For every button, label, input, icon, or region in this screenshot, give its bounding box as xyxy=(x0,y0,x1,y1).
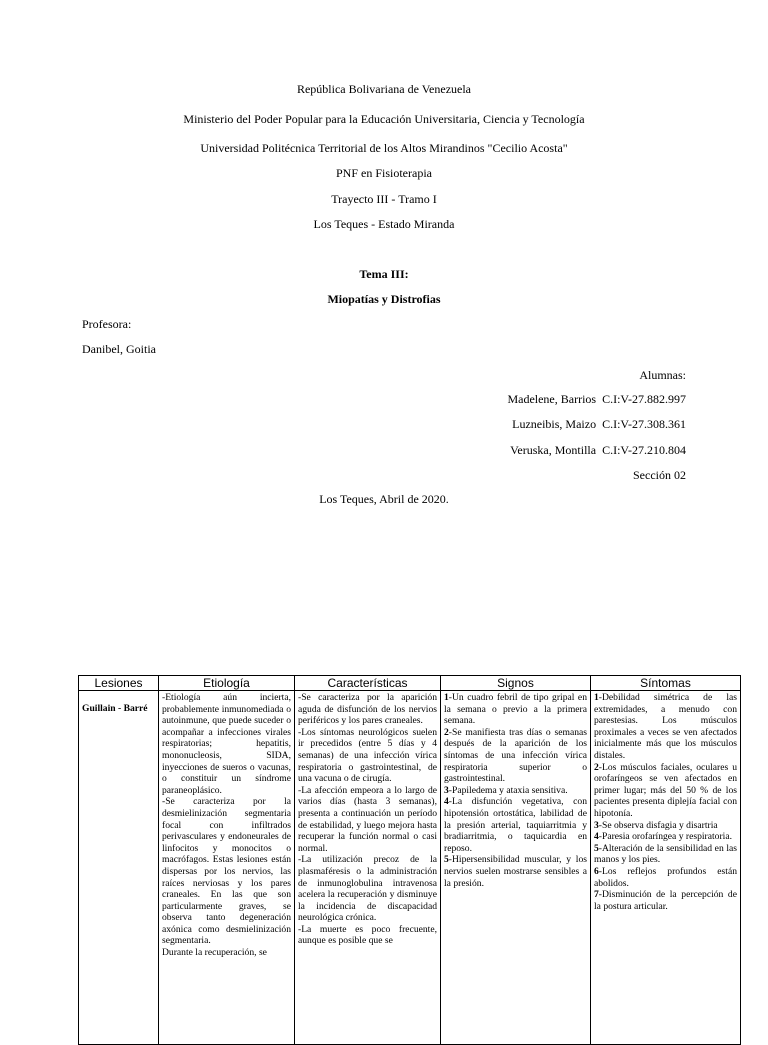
header-sintomas: Síntomas xyxy=(591,676,741,691)
student-entry xyxy=(512,417,686,431)
signo-number: 5 xyxy=(444,854,449,866)
program-line: PNF en Fisioterapia xyxy=(336,166,432,180)
sintoma-number: 2 xyxy=(594,761,599,773)
republic-line: República Bolivariana de Venezuela xyxy=(296,82,472,96)
signo-number: 3 xyxy=(444,784,449,796)
table-row xyxy=(79,691,741,1045)
header-lesiones: Lesiones xyxy=(79,676,159,691)
sintomas-cell xyxy=(591,691,741,1045)
signo-item xyxy=(444,854,587,889)
student-name: Veruska, Montilla xyxy=(510,443,597,457)
etiologia-cell xyxy=(159,691,295,1045)
etiologia-paragraph: Durante la recuperación, se xyxy=(162,947,267,959)
signo-number: 2 xyxy=(444,726,449,738)
student-ci: C.I:V-27.882.997 xyxy=(602,392,686,406)
sintoma-item xyxy=(594,889,737,912)
header-signos: Signos xyxy=(441,676,591,691)
lesion-cell: Guillain - Barré xyxy=(79,691,159,1045)
student-name: Luzneibis, Maizo xyxy=(512,417,597,431)
section-label: Sección 02 xyxy=(633,468,686,482)
header-caracteristicas: Características xyxy=(295,676,441,691)
signos-cell xyxy=(441,691,591,1045)
sintoma-text: -Paresia orofaríngea y respiratoria. xyxy=(598,831,732,843)
signo-item xyxy=(444,785,587,797)
sintoma-number: 6 xyxy=(594,865,599,877)
signo-text: -Un cuadro febril de tipo gripal en la semana o previo a la primera semana. xyxy=(444,692,587,727)
sintoma-number: 4 xyxy=(594,831,599,843)
sintoma-item xyxy=(594,820,737,832)
date-line: Los Teques, Abril de 2020. xyxy=(319,492,449,506)
student-entry xyxy=(510,443,686,457)
sintoma-number: 5 xyxy=(594,842,599,854)
professor-label: Profesora: xyxy=(82,317,132,331)
etiologia-paragraph: -Se caracteriza por la desmielinización segmentaria focal con infiltrados perivasculares y endoneurales de linfocitos y monocitos o macrófagos. Estas lesiones están dispersas por los nervios, las raíces nerviosas y los pares craneales. En las que son particularmente graves, se observa tanto degeneración axónica como desmielinización segmentaria. xyxy=(162,796,291,947)
sintoma-item xyxy=(594,762,737,820)
signo-text: -Se manifiesta tras días o semanas después de la aparición de los síntomas de una infección vírica respiratoria superior o gastrointestinal. xyxy=(444,726,587,785)
lesions-table xyxy=(78,675,741,1045)
location-line: Los Teques - Estado Miranda xyxy=(313,217,455,231)
caracteristicas-paragraph: -La muerte es poco frecuente, aunque es posible que se xyxy=(298,923,437,947)
sintoma-number: 1 xyxy=(594,692,599,703)
university-line: Universidad Politécnica Territorial de los Altos Mirandinos "Cecilio Acosta" xyxy=(200,141,568,155)
sintoma-text: -Alteración de la sensibilidad en las manos y los pies. xyxy=(594,842,737,866)
student-ci: C.I:V-27.210.804 xyxy=(602,443,686,457)
professor-name: Danibel, Goitia xyxy=(82,342,156,356)
sintoma-item xyxy=(594,866,737,889)
sintoma-text: -Se observa disfagia y disartria xyxy=(598,819,718,831)
signo-text: -Papiledema y ataxia sensitiva. xyxy=(448,784,568,796)
sintoma-item xyxy=(594,843,737,866)
sintoma-text: -Los reflejos profundos están abolidos. xyxy=(594,865,737,889)
sintoma-text: -Los músculos faciales, oculares u orofaríngeos se ven afectados en primer lugar; más del 50 % de los pacientes presenta diplejía facial con hipotonía. xyxy=(594,761,737,819)
caracteristicas-paragraph: -La utilización precoz de la plasmaféresis o la administración de inmunoglobulina intravenosa acelera la recuperación y disminuye la incidencia de discapacidad neurológica crónica. xyxy=(298,854,437,924)
sintoma-text: -Disminución de la percepción de la postura articular. xyxy=(594,889,737,912)
caracteristicas-cell xyxy=(295,691,441,1045)
sintoma-item xyxy=(594,831,737,843)
signo-number: 1 xyxy=(444,692,449,703)
student-ci: C.I:V-27.308.361 xyxy=(602,417,686,431)
sintoma-number: 7 xyxy=(594,889,599,901)
trayecto-line: Trayecto III - Tramo I xyxy=(331,192,437,206)
signo-item xyxy=(444,692,587,727)
sintoma-text: -Debilidad simétrica de las extremidades, a menudo con parestesias. Los músculos proximales a veces se ven afectados inicialmente más que los músculos distales. xyxy=(594,692,737,761)
topic-title: Miopatías y Distrofias xyxy=(327,292,441,306)
signo-text: -La disfunción vegetativa, con hipotensión ortostática, labilidad de la presión arterial, taquiarritmia y bradiarritmia, o taquicardia en reposo. xyxy=(444,796,587,854)
sintoma-item xyxy=(594,692,737,762)
ministry-line: Ministerio del Poder Popular para la Educación Universitaria, Ciencia y Tecnología xyxy=(183,112,585,126)
signo-number: 4 xyxy=(444,796,449,808)
signo-text: -Hipersensibilidad muscular, y los nervios suelen mostrarse sensibles a la presión. xyxy=(444,854,587,889)
sintoma-number: 3 xyxy=(594,819,599,831)
student-name: Madelene, Barrios xyxy=(507,392,597,406)
caracteristicas-paragraph: -Se caracteriza por la aparición aguda de disfunción de los nervios periféricos y los pares craneales. xyxy=(298,692,437,727)
caracteristicas-paragraph: -Los síntomas neurológicos suelen ir precedidos (entre 5 días y 4 semanas) de una infección vírica respiratoria o gastrointestinal, de una vacuna o de cirugía. xyxy=(298,726,437,785)
caracteristicas-paragraph: -La afección empeora a lo largo de varios días (hasta 3 semanas), presenta a continuación un período de estabilidad, y luego mejora hasta recuperar la función normal o casi normal. xyxy=(298,784,437,854)
table-header-row xyxy=(79,676,741,691)
student-entry xyxy=(507,392,686,406)
signo-item xyxy=(444,727,587,785)
etiologia-paragraph: -Etiología aún incierta, probablemente inmunomediada o autoinmune, que puede suceder o acompañar a infecciones virales respiratorias; hepatitis, mononucleosis, SIDA, inyecciones de sueros o vacunas, o constituir un síndrome paraneoplásico. xyxy=(162,692,291,796)
signo-item xyxy=(444,796,587,854)
header-etiologia: Etiología xyxy=(159,676,295,691)
topic-number: Tema III: xyxy=(359,267,409,281)
students-label: Alumnas: xyxy=(639,368,686,382)
